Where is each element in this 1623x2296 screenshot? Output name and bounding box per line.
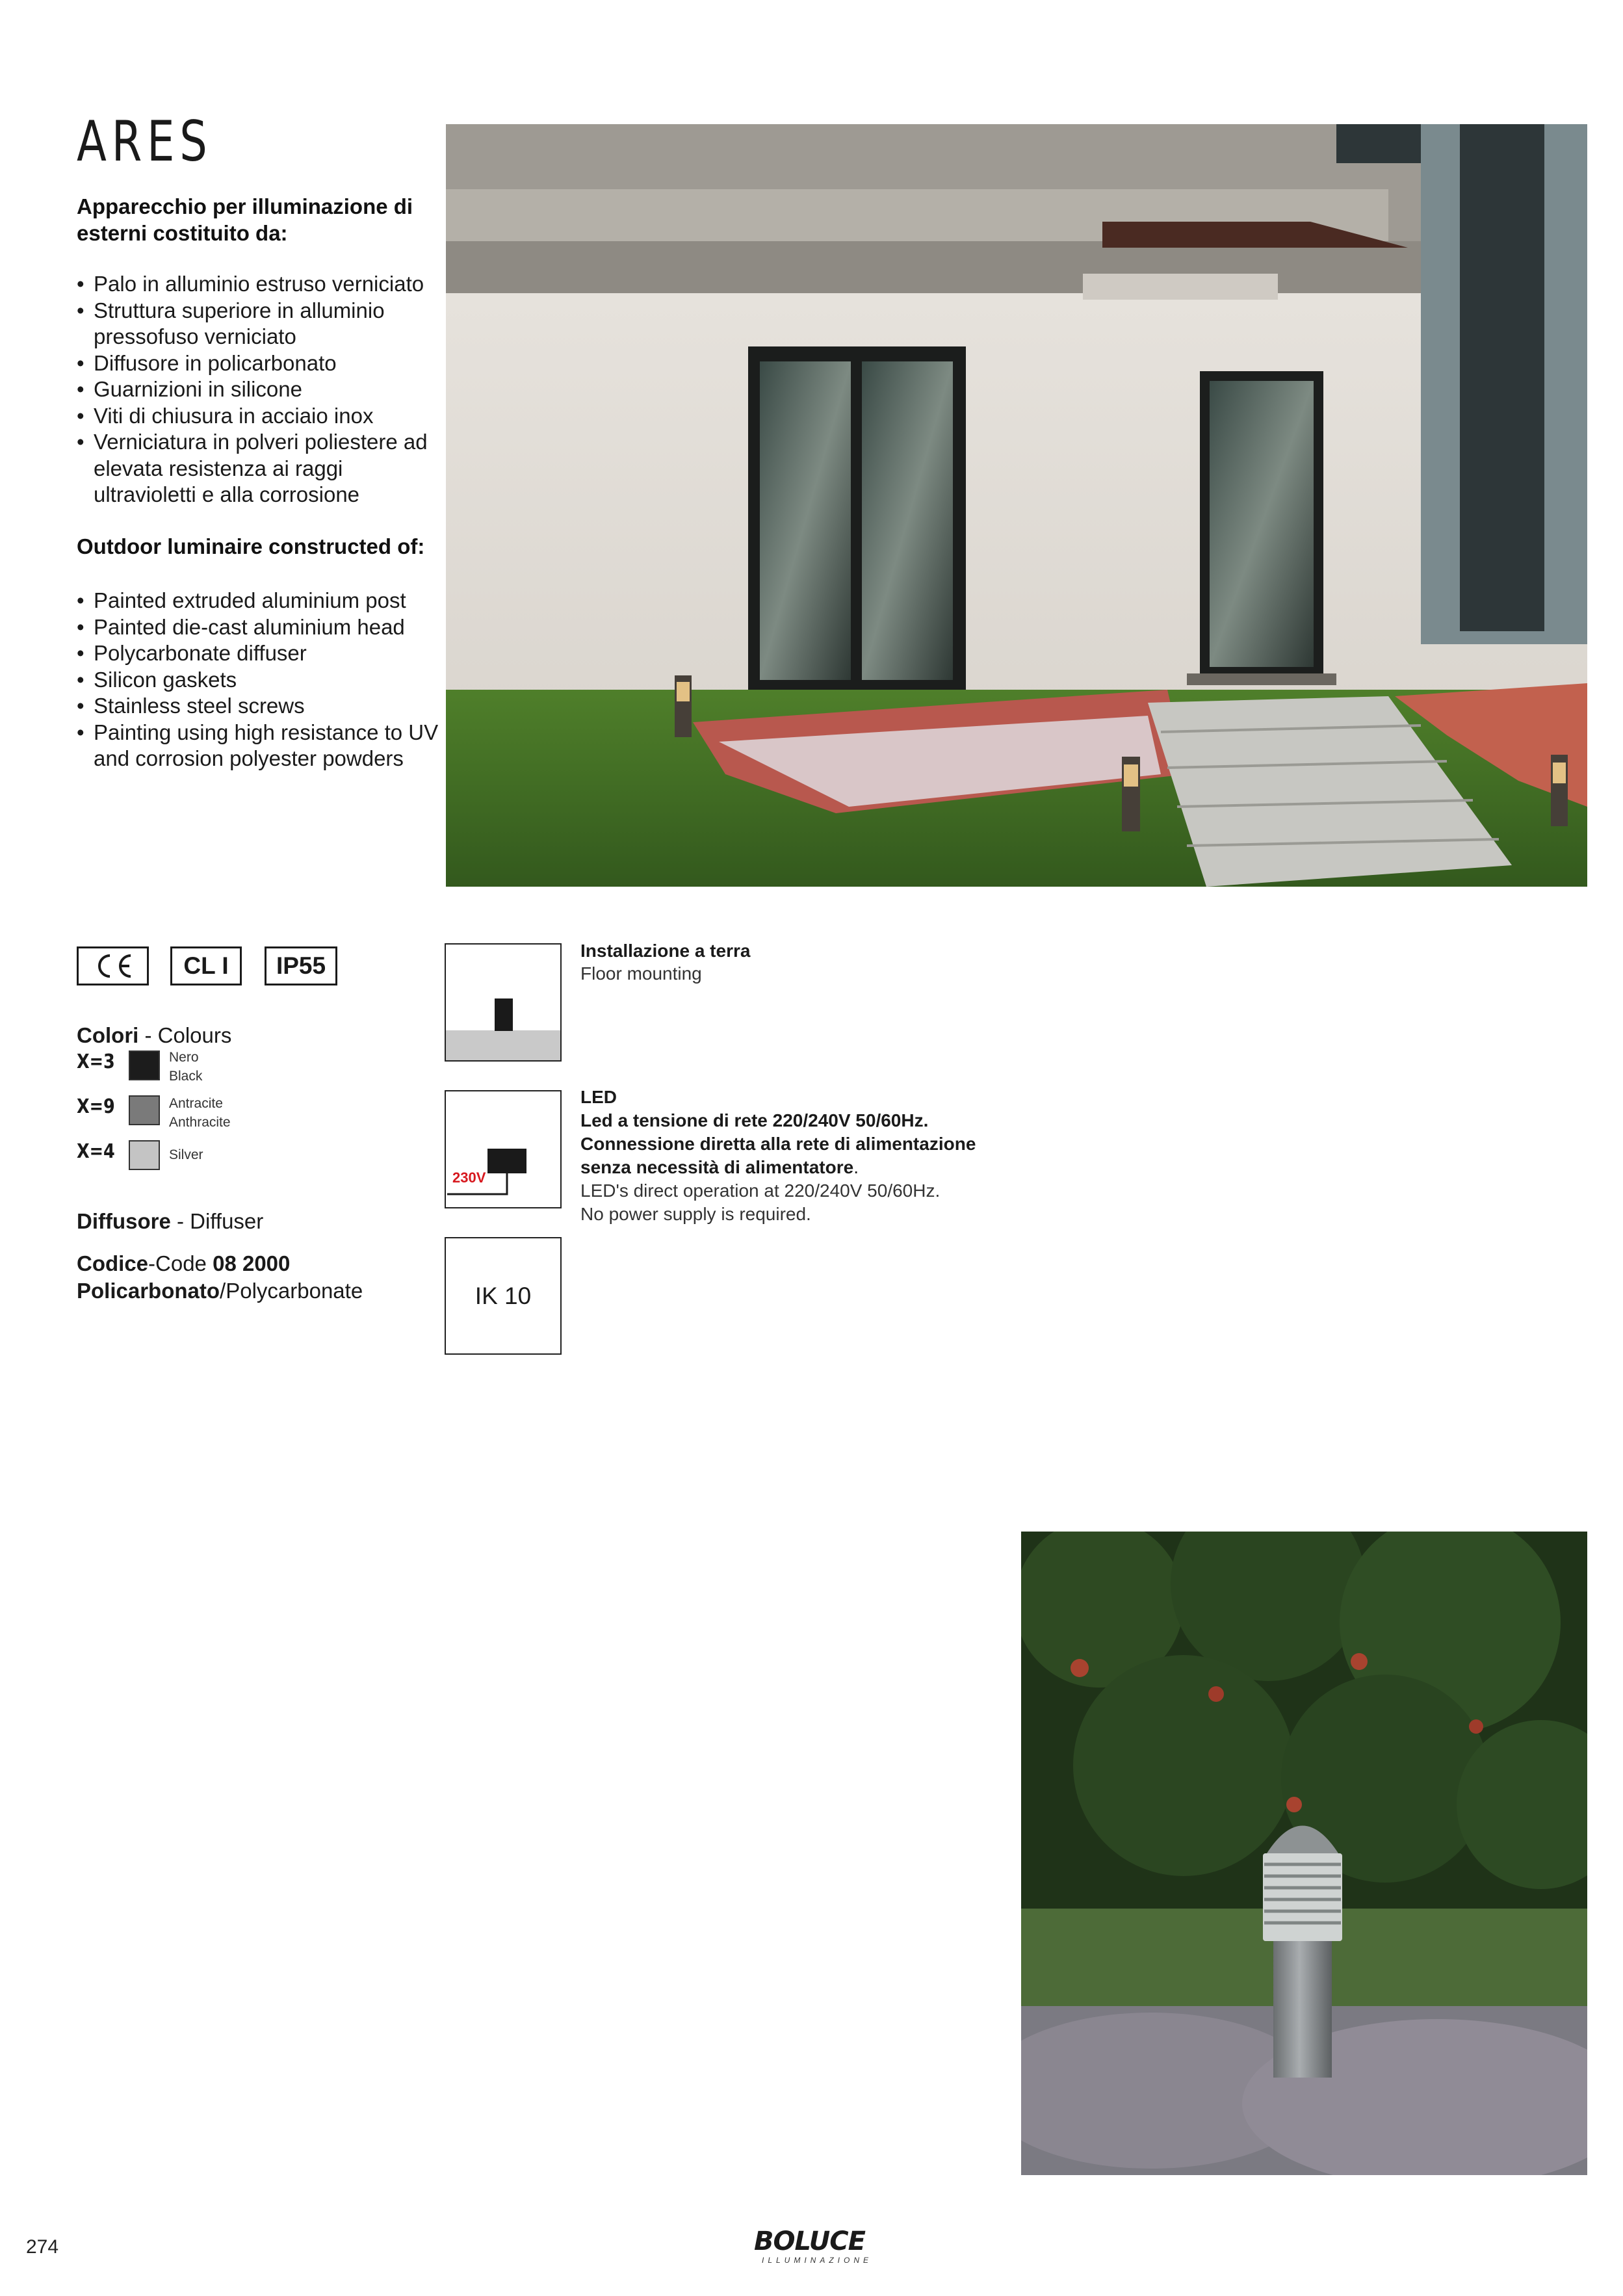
feature-item: • Silicon gaskets [77,667,441,694]
features-english [77,588,441,772]
colour-code: X=3 [77,1050,115,1073]
diffuser-label [77,1209,263,1234]
house-garden-photo [446,124,1587,887]
brand-logo [754,2227,871,2270]
feature-item: • Painted extruded aluminium post [77,588,441,614]
colour-name-it: Silver [169,1147,203,1162]
feature-item: • Guarnizioni in silicone [77,376,441,403]
ik-rating-box: IK 10 [445,1237,562,1355]
class-badge: CL I [170,946,242,985]
led-line-3: senza necessità di alimentatore [580,1157,854,1177]
colour-name [169,1094,231,1132]
colours-title-en: - Colours [138,1023,232,1047]
colour-swatch-silver [129,1140,160,1170]
colour-swatch-black [129,1050,160,1080]
floor-mounting-icon [445,943,562,1062]
led-english-1: LED's direct operation at 220/240V 50/60Hz. [580,1181,941,1201]
colours-title [77,1023,231,1048]
led-line-3-end: . [853,1157,859,1177]
installation-subtitle: Floor mounting [580,963,702,984]
installation-info [580,939,750,985]
voltage-label: 230V [452,1169,486,1186]
colours-title-it: Colori [77,1023,139,1047]
feature-item: • Painting using high resistance to UV and corrosion polyester powders [77,720,441,772]
code-label-it: Codice [77,1251,149,1275]
colour-code: X=9 [77,1095,115,1118]
page-number: 274 [26,2236,59,2258]
colour-name-it: Nero [169,1050,199,1065]
feature-item: • Stainless steel screws [77,693,441,720]
colour-swatch-anthracite [129,1095,160,1125]
bollard-garden-photo [1021,1532,1587,2175]
led-info [580,1086,1074,1226]
installation-title: Installazione a terra [580,941,751,961]
ce-icon [90,952,136,980]
features-italian [77,271,441,508]
colour-name-en: Black [169,1069,203,1084]
feature-item: • Viti di chiusura in acciaio inox [77,403,441,430]
led-english-2: No power supply is required. [580,1204,811,1224]
feature-item: • Verniciatura in polveri poliestere ad elevata resistenza ai raggi ultravioletti e alla corrosione [77,429,441,508]
product-code [77,1250,363,1305]
feature-item: • Polycarbonate diffuser [77,640,441,667]
material-it: Policarbonato [77,1279,220,1303]
feature-item: • Palo in alluminio estruso verniciato [77,271,441,298]
diffuser-label-it: Diffusore [77,1209,171,1233]
colour-name-en: Anthracite [169,1115,231,1130]
led-title: LED [580,1087,617,1107]
ce-mark [77,946,149,985]
intro-english: Outdoor luminaire constructed of: [77,534,425,558]
material-en: /Polycarbonate [220,1279,363,1303]
colour-code: X=4 [77,1140,115,1163]
product-title: ARES [77,109,213,174]
intro-italian: Apparecchio per illuminazione di esterni costituito da: [77,194,413,245]
colour-name-it: Antracite [169,1096,223,1111]
feature-item: • Diffusore in policarbonato [77,350,441,377]
led-line-1: Led a tensione di rete 220/240V 50/60Hz. [580,1110,929,1130]
brand-subtitle: ILLUMINAZIONE [762,2256,873,2265]
feature-item: • Struttura superiore in alluminio pressofuso verniciato [77,298,441,350]
led-line-2: Connessione diretta alla rete di alimentazione [580,1134,976,1154]
colour-name [169,1048,202,1086]
feature-item: • Painted die-cast aluminium head [77,614,441,641]
code-label-en: -Code [148,1251,213,1275]
colour-name [169,1145,203,1164]
brand-name: BOLUCE [754,2226,865,2256]
ip-rating-badge: IP55 [265,946,337,985]
led-230v-icon [445,1090,562,1208]
code-value: 08 2000 [213,1251,291,1275]
diffuser-label-en: - Diffuser [170,1209,264,1233]
